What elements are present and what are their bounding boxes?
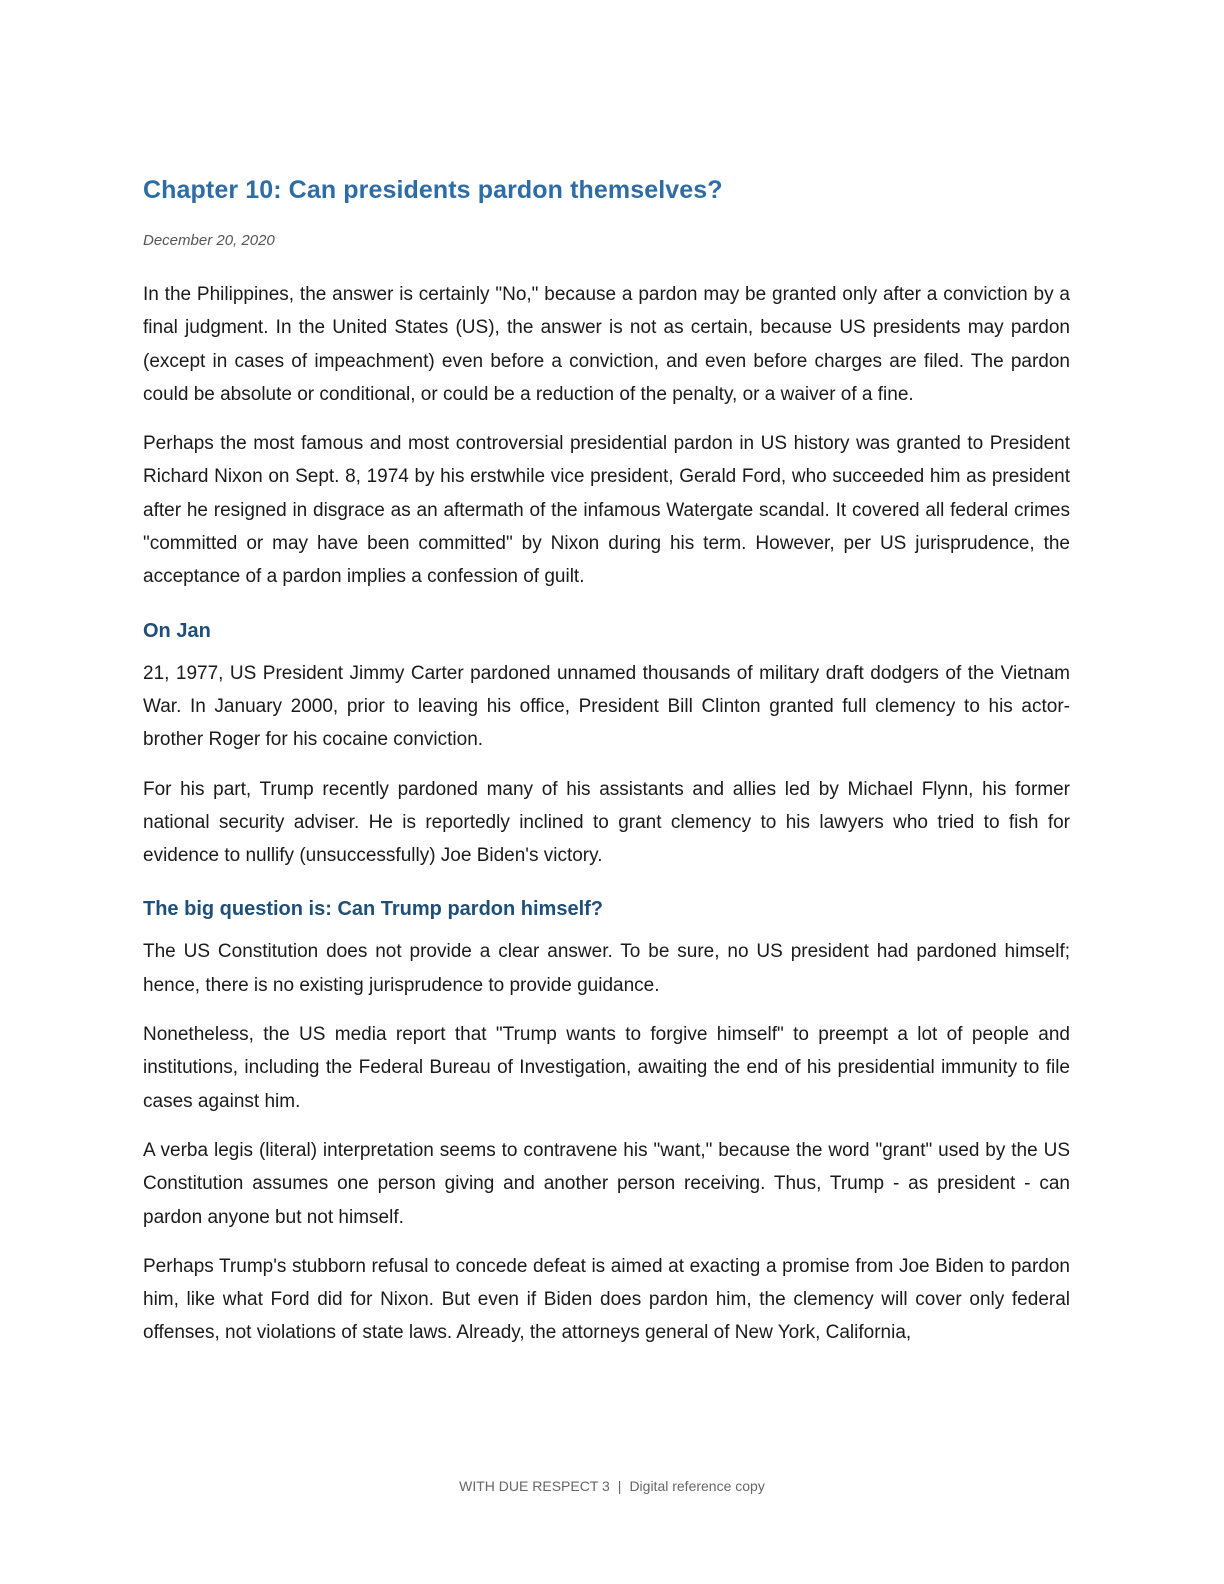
paragraph: For his part, Trump recently pardoned many of his assistants and allies led by Michael Flynn, his former national security adviser. He is reportedly inclined to grant clemency to his lawyers who tried to fish for evidence to nullify (unsuccessfully) Joe Biden's victory. [143,778,1070,867]
footer-copy-note: Digital reference copy [629,1478,765,1494]
section-heading-big-question: The big question is: Can Trump pardon himself? [143,898,604,921]
paragraph: Perhaps the most famous and most controversial presidential pardon in US history was granted to President Richard Nixon on Sept. 8, 1974 by his erstwhile vice president, Gerald Ford, who succeeded him as president after he resigned in disgrace as an aftermath of the infamous Watergate scandal. It covered all federal crimes "committed or may have been committed" by Nixon during his term. However, per US jurisprudence, the acceptance of a pardon implies a confession of guilt. [143,433,1070,588]
paragraph: In the Philippines, the answer is certainly "No," because a pardon may be granted only after a conviction by a final judgment. In the United States (US), the answer is not as certain, because US presidents may pardon (except in cases of impeachment) even before a conviction, and even before charges are filed. The pardon could be absolute or conditional, or could be a reduction of the penalty, or a waiver of a fine. [143,284,1070,405]
page-footer [0,1478,1224,1494]
document-page [143,170,1070,1350]
paragraph: Perhaps Trump's stubborn refusal to concede defeat is aimed at exacting a promise from Joe Biden to pardon him, like what Ford did for Nixon. But even if Biden does pardon him, the clemency will cover only federal offenses, not violations of state laws. Already, the attorneys general of New York, California, [143,1255,1070,1344]
footer-book-title: WITH DUE RESPECT 3 [459,1478,610,1494]
paragraph: Nonetheless, the US media report that "Trump wants to forgive himself" to preempt a lot of people and institutions, including the Federal Bureau of Investigation, awaiting the end of his presidential immunity to file cases against him. [143,1024,1070,1112]
paragraph: 21, 1977, US President Jimmy Carter pardoned unnamed thousands of military draft dodgers of the Vietnam War. In January 2000, prior to leaving his office, President Bill Clinton granted full clemency to his actor-brother Roger for his cocaine conviction. [143,662,1070,751]
publish-date: December 20, 2020 [143,232,275,249]
paragraph: A verba legis (literal) interpretation seems to contravene his "want," because the word "grant" used by the US Constitution assumes one person giving and another person receiving. Thus, Trump - as president - can pardon anyone but not himself. [143,1139,1070,1228]
chapter-title: Chapter 10: Can presidents pardon themselves? [143,176,723,204]
paragraph: The US Constitution does not provide a clear answer. To be sure, no US president had pardoned himself; hence, there is no existing jurisprudence to provide guidance. [143,941,1070,996]
footer-separator: | [617,1478,622,1494]
section-heading-on-jan: On Jan [143,619,211,642]
